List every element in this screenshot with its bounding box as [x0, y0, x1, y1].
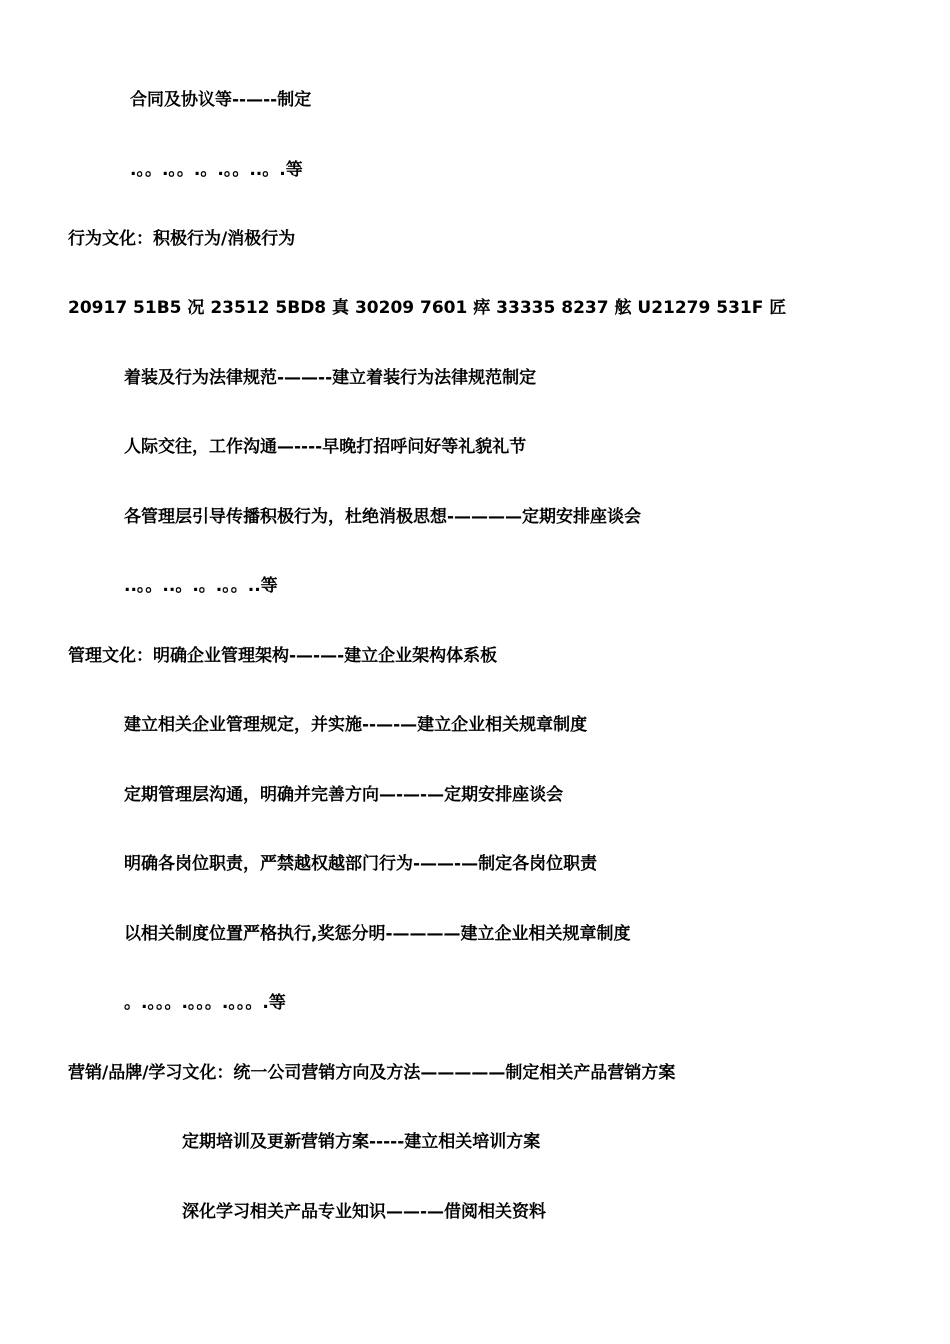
heading-behavior-culture: 行为文化：积极行为/消极行为: [68, 229, 296, 249]
text-line-communication: 人际交往，工作沟通—----早晚打招呼问好等礼貌礼节: [124, 437, 527, 457]
text-line-code-string: 20917 51B5 况 23512 5BD8 真 30209 7601 瘁 33335 8237 舷 U21279 531F 匠: [68, 298, 787, 318]
text-line-management-meeting: 定期管理层沟通，明确并完善方向—-—-—定期安排座谈会: [124, 785, 564, 805]
text-line-etc-3: 。.。。。.。。。.。。。.等: [124, 993, 286, 1013]
text-line-positive-behavior: 各管理层引导传播积极行为，杜绝消极思想-————定期安排座谈会: [124, 507, 642, 527]
heading-marketing-culture: 营销/品牌/学习文化：统一公司营销方向及方法—————制定相关产品营销方案: [68, 1063, 676, 1083]
text-line-etc-2: ..。。..。.。.。。..等: [124, 576, 278, 596]
text-line-management-rules: 建立相关企业管理规定，并实施--—-—建立企业相关规章制度: [124, 715, 588, 735]
text-line-training: 定期培训及更新营销方案-----建立相关培训方案: [182, 1132, 541, 1152]
text-line-dress-code: 着装及行为法律规范-——--建立着装行为法律规范制定: [124, 368, 537, 388]
text-line-rewards: 以相关制度位置严格执行,奖惩分明-————建立企业相关规章制度: [124, 924, 631, 944]
text-line-product-knowledge: 深化学习相关产品专业知识——-—借阅相关资料: [182, 1202, 547, 1222]
text-line-job-duties: 明确各岗位职责，严禁越权越部门行为-——-—制定各岗位职责: [124, 854, 598, 874]
heading-management-culture: 管理文化：明确企业管理架构-—-—-建立企业架构体系板: [68, 646, 498, 666]
text-line-etc-1: .。。.。。.。.。。..。.等: [130, 160, 303, 180]
text-line-contracts: 合同及协议等--—--制定: [130, 90, 312, 110]
